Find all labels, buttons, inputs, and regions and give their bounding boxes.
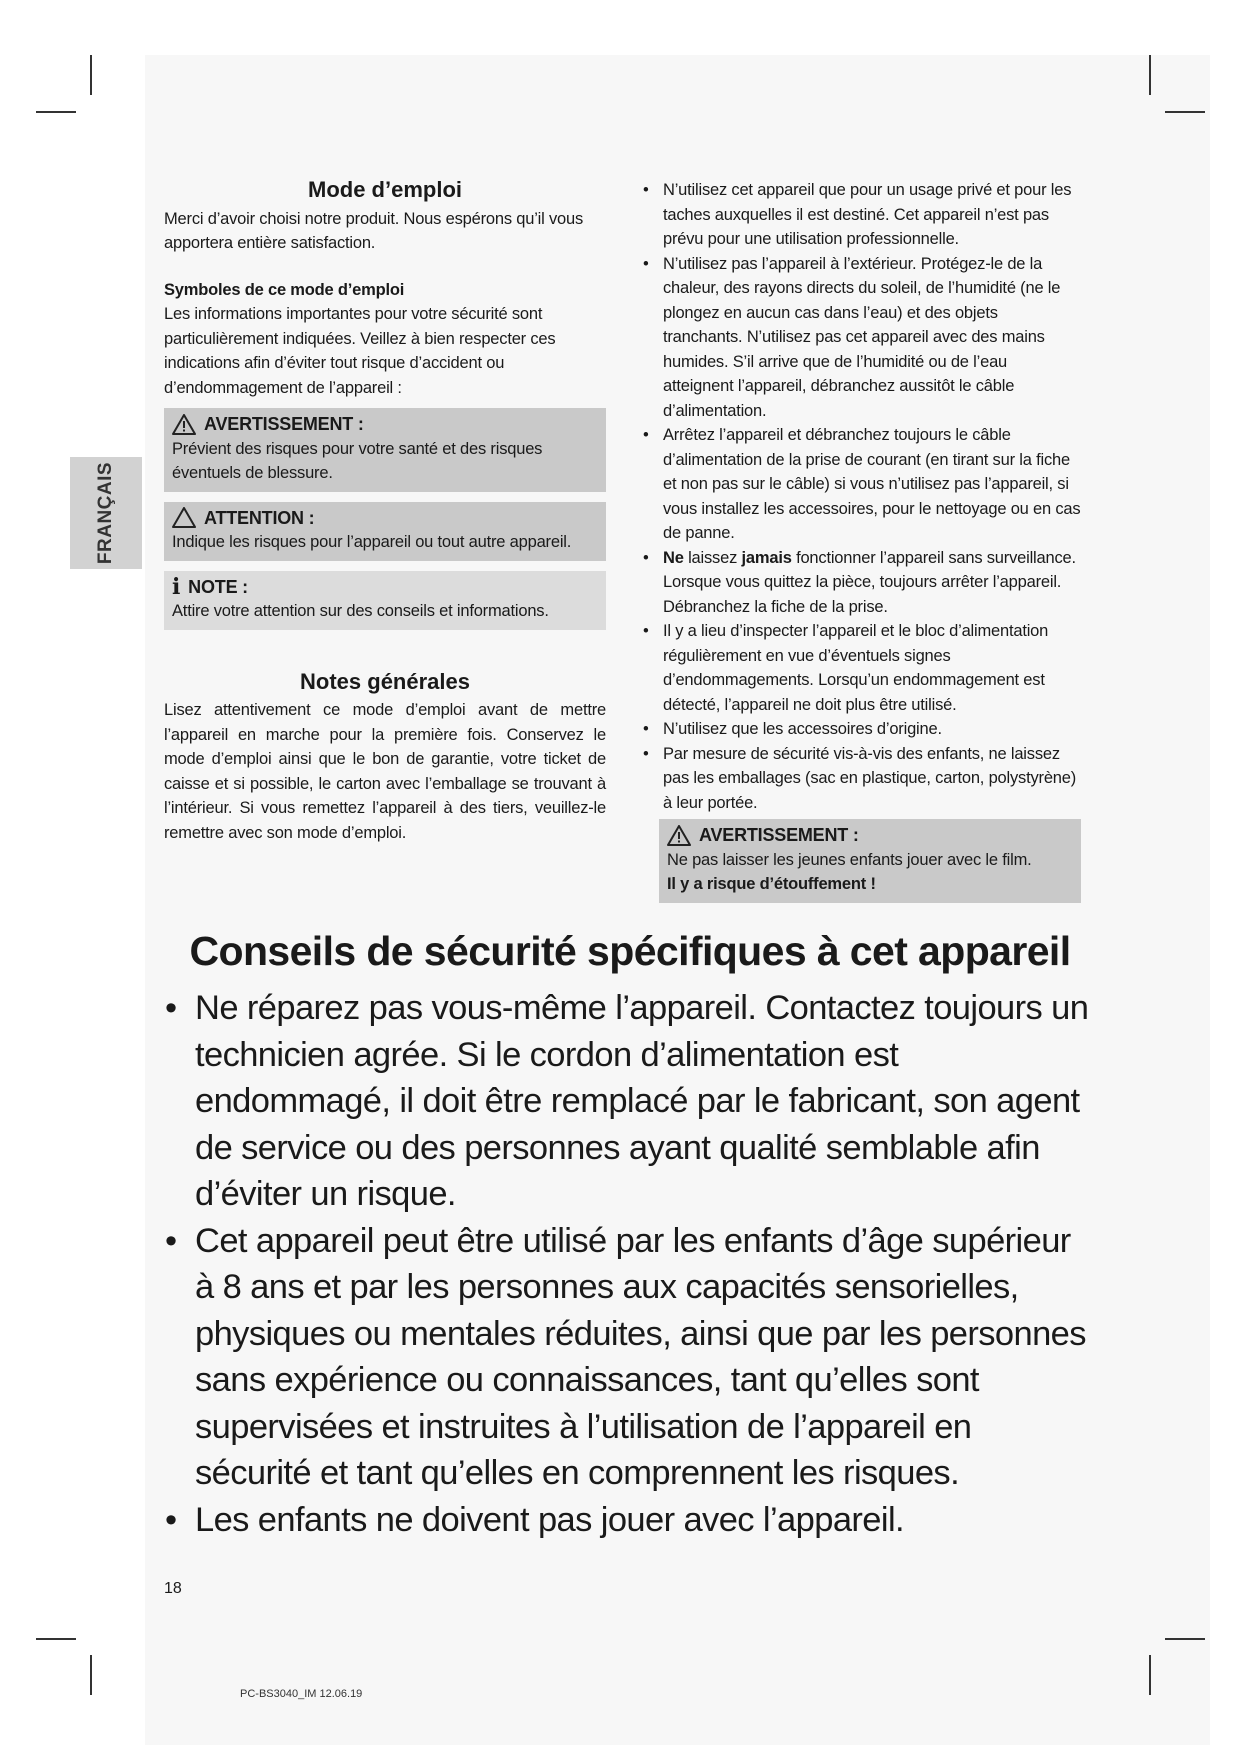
warning-triangle-outline-icon: [172, 507, 196, 528]
page-number: 18: [164, 1580, 182, 1597]
conseils-title: Conseils de sécurité spécifiques à cet appareil: [189, 928, 1071, 974]
warning-triangle-icon: [667, 825, 691, 846]
avertissement-2-title: AVERTISSEMENT :: [699, 825, 859, 845]
attention-title: ATTENTION :: [204, 507, 315, 528]
footer-code: PC-BS3040_IM 12.06.19: [240, 1688, 363, 1700]
list-item: • Par mesure de sécurité vis-à-vis des enfants, ne laissez pas les emballages (sac en plastique, carton, polystyrène) à leur portée.: [641, 742, 1081, 816]
notes-generales-title: Notes générales: [300, 668, 470, 694]
crop-mark: [36, 111, 76, 113]
avertissement-2-title-row: [667, 823, 1073, 848]
language-tab: [70, 457, 142, 569]
avertissement-title-row: [172, 412, 598, 437]
left-column: [164, 178, 606, 845]
info-icon: i: [172, 573, 181, 600]
jamais-pre: Ne: [663, 548, 684, 567]
right-column: [641, 178, 1081, 903]
safety-list: [641, 178, 1081, 815]
avertissement-box: [164, 408, 606, 492]
avertissement-title: AVERTISSEMENT :: [204, 414, 364, 434]
list-item: • N’utilisez pas l’appareil à l’extérieur. Protégez-le de la chaleur, des rayons directs du soleil, de l’humidité (ne le plongez en aucun cas dans l’eau) et des objets tranchants. N’utilisez pas cet appareil avec des mains humides. S’il arrive que de l’humidité ou de l’eau atteignent l’appareil, débranchez aussitôt le câble d’alimentation.: [641, 252, 1081, 424]
jamais-bold: jamais: [741, 548, 792, 567]
intro-text: Merci d’avoir choisi notre produit. Nous espérons qu’il vous apportera entière satisfaction.: [164, 209, 584, 252]
note-title-row: [172, 575, 598, 600]
language-tab-label: FRANÇAIS: [95, 461, 116, 565]
conseils-list: [165, 985, 1095, 1543]
avertissement-box-2: [659, 819, 1081, 903]
crop-mark: [90, 1655, 92, 1695]
jamais-post: fonctionner l’appareil sans surveillance. Lorsque vous quittez la pièce, toujours arrêter l’appareil. Débranchez la fiche de la prise.: [663, 548, 1076, 616]
crop-mark: [1149, 1655, 1151, 1695]
jamais-mid: laissez: [683, 548, 742, 567]
warning-triangle-icon: [172, 414, 196, 435]
symbols-heading: Symboles de ce mode d’emploi: [164, 280, 405, 299]
attention-title-row: [172, 506, 598, 531]
list-item-jamais: [641, 546, 1081, 620]
crop-mark: [1165, 1638, 1205, 1640]
avertissement-2-text: Ne pas laisser les jeunes enfants jouer avec le film.: [667, 850, 1032, 869]
crop-mark: [1165, 111, 1205, 113]
mode-emploi-title: Mode d’emploi: [308, 177, 462, 202]
list-item: • Cet appareil peut être utilisé par les enfants d’âge supérieur à 8 ans et par les personnes aux capacités sensorielles, physiques ou mentales réduites, ainsi que par les personnes sans expérience ou connaissances, tant qu’elles sont supervisées et instruites à l’utilisation de l’appareil en sécurité et tant qu’elles en comprennent les risques.: [165, 1218, 1095, 1497]
note-box: [164, 571, 606, 630]
list-item: • Les enfants ne doivent pas jouer avec l’appareil.: [165, 1497, 1095, 1544]
avertissement-2-bold-text: Il y a risque d’étouffement !: [667, 875, 876, 893]
note-title: NOTE :: [188, 576, 248, 597]
attention-box: [164, 502, 606, 561]
crop-mark: [1149, 55, 1151, 95]
conseils-section: [165, 928, 1095, 1543]
list-item: • Ne réparez pas vous-même l’appareil. Contactez toujours un technicien agrée. Si le cordon d’alimentation est endommagé, il doit être remplacé par le fabricant, son agent de service ou des personnes ayant qualité semblable afin d’éviter un risque.: [165, 985, 1095, 1218]
symbols-text: Les informations importantes pour votre sécurité sont particulièrement indiquées. Veillez à bien respecter ces indications afin d’éviter tout risque d’accident ou d’endommagement de l’appareil :: [164, 305, 556, 397]
list-item: • N’utilisez cet appareil que pour un usage privé et pour les taches auxquelles il est destiné. Cet appareil n’est pas prévu pour une utilisation professionnelle.: [641, 178, 1081, 252]
crop-mark: [90, 55, 92, 95]
crop-mark: [36, 1638, 76, 1640]
notes-generales-text: Lisez attentivement ce mode d’emploi avant de mettre l’appareil en marche pour la première fois. Conservez le mode d’emploi ainsi que le bon de garantie, votre ticket de caisse et si possible, le carton avec l’emballage se trouvant à l’intérieur. Si vous remettez l’appareil à des tiers, veuillez-le remettre avec son mode d’emploi.: [164, 701, 606, 842]
attention-text: Indique les risques pour l’appareil ou tout autre appareil.: [172, 533, 572, 551]
note-text: Attire votre attention sur des conseils et informations.: [172, 602, 549, 620]
list-item: • Arrêtez l’appareil et débranchez toujours le câble d’alimentation de la prise de courant (en tirant sur la fiche et non pas sur le câble) si vous n’utilisez pas l’appareil, si vous installez les accessoires, pour le nettoyage ou en cas de panne.: [641, 423, 1081, 546]
avertissement-text: Prévient des risques pour votre santé et des risques éventuels de blessure.: [172, 439, 543, 482]
list-item: • Il y a lieu d’inspecter l’appareil et le bloc d’alimentation régulièrement en vue d’éventuels signes d’endommagements. Lorsqu’un endommagement est détecté, l’appareil ne doit plus être utilisé.: [641, 619, 1081, 717]
list-item: • N’utilisez que les accessoires d’origine.: [641, 717, 1081, 742]
